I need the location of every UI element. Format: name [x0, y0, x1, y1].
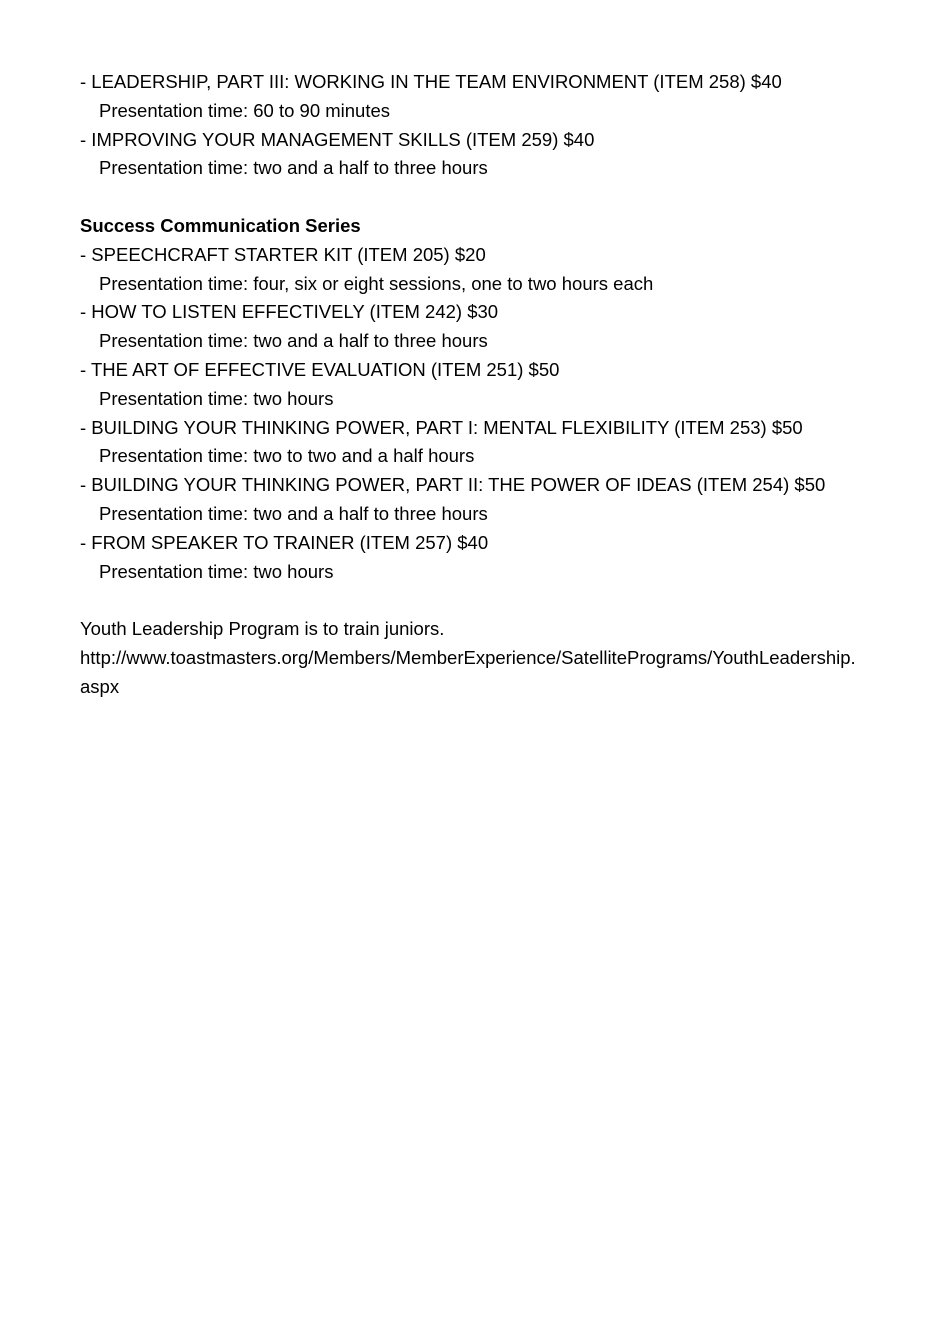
item-presentation-time: Presentation time: 60 to 90 minutes [99, 99, 391, 121]
item-presentation-time: Presentation time: two hours [99, 387, 334, 409]
item-title: - BUILDING YOUR THINKING POWER, PART I: MENTAL FLEXIBILITY (ITEM 253) $50 [80, 416, 803, 438]
document-page [80, 68, 890, 702]
youth-program-url-line-2[interactable]: aspx [80, 675, 120, 697]
item-presentation-time: Presentation time: two and a half to three hours [99, 330, 488, 352]
item-title: - LEADERSHIP, PART III: WORKING IN THE TEAM ENVIRONMENT (ITEM 258) $40 [80, 71, 782, 92]
item-presentation-time: Presentation time: four, six or eight sessions, one to two hours each [99, 272, 654, 294]
item-title: - BUILDING YOUR THINKING POWER, PART II: THE POWER OF IDEAS (ITEM 254) $50 [80, 474, 826, 496]
item-presentation-time: Presentation time: two hours [99, 560, 334, 582]
section-heading: Success Communication Series [80, 214, 361, 236]
youth-program-text: Youth Leadership Program is to train juniors. [80, 618, 445, 640]
section-spacer [80, 183, 890, 212]
youth-program-url-line-1[interactable]: http://www.toastmasters.org/Members/MemberExperience/SatellitePrograms/YouthLeadership. [80, 646, 856, 668]
item-title: - FROM SPEAKER TO TRAINER (ITEM 257) $40 [80, 531, 489, 553]
item-presentation-time: Presentation time: two and a half to three hours [99, 502, 488, 524]
item-title: - IMPROVING YOUR MANAGEMENT SKILLS (ITEM 259) $40 [80, 128, 595, 150]
item-presentation-time: Presentation time: two and a half to three hours [99, 157, 488, 179]
item-presentation-time: Presentation time: two to two and a half hours [99, 445, 475, 467]
item-title: - THE ART OF EFFECTIVE EVALUATION (ITEM 251) $50 [80, 358, 560, 380]
item-title: - HOW TO LISTEN EFFECTIVELY (ITEM 242) $30 [80, 301, 499, 323]
item-title: - SPEECHCRAFT STARTER KIT (ITEM 205) $20 [80, 243, 486, 265]
section-spacer [80, 586, 890, 615]
